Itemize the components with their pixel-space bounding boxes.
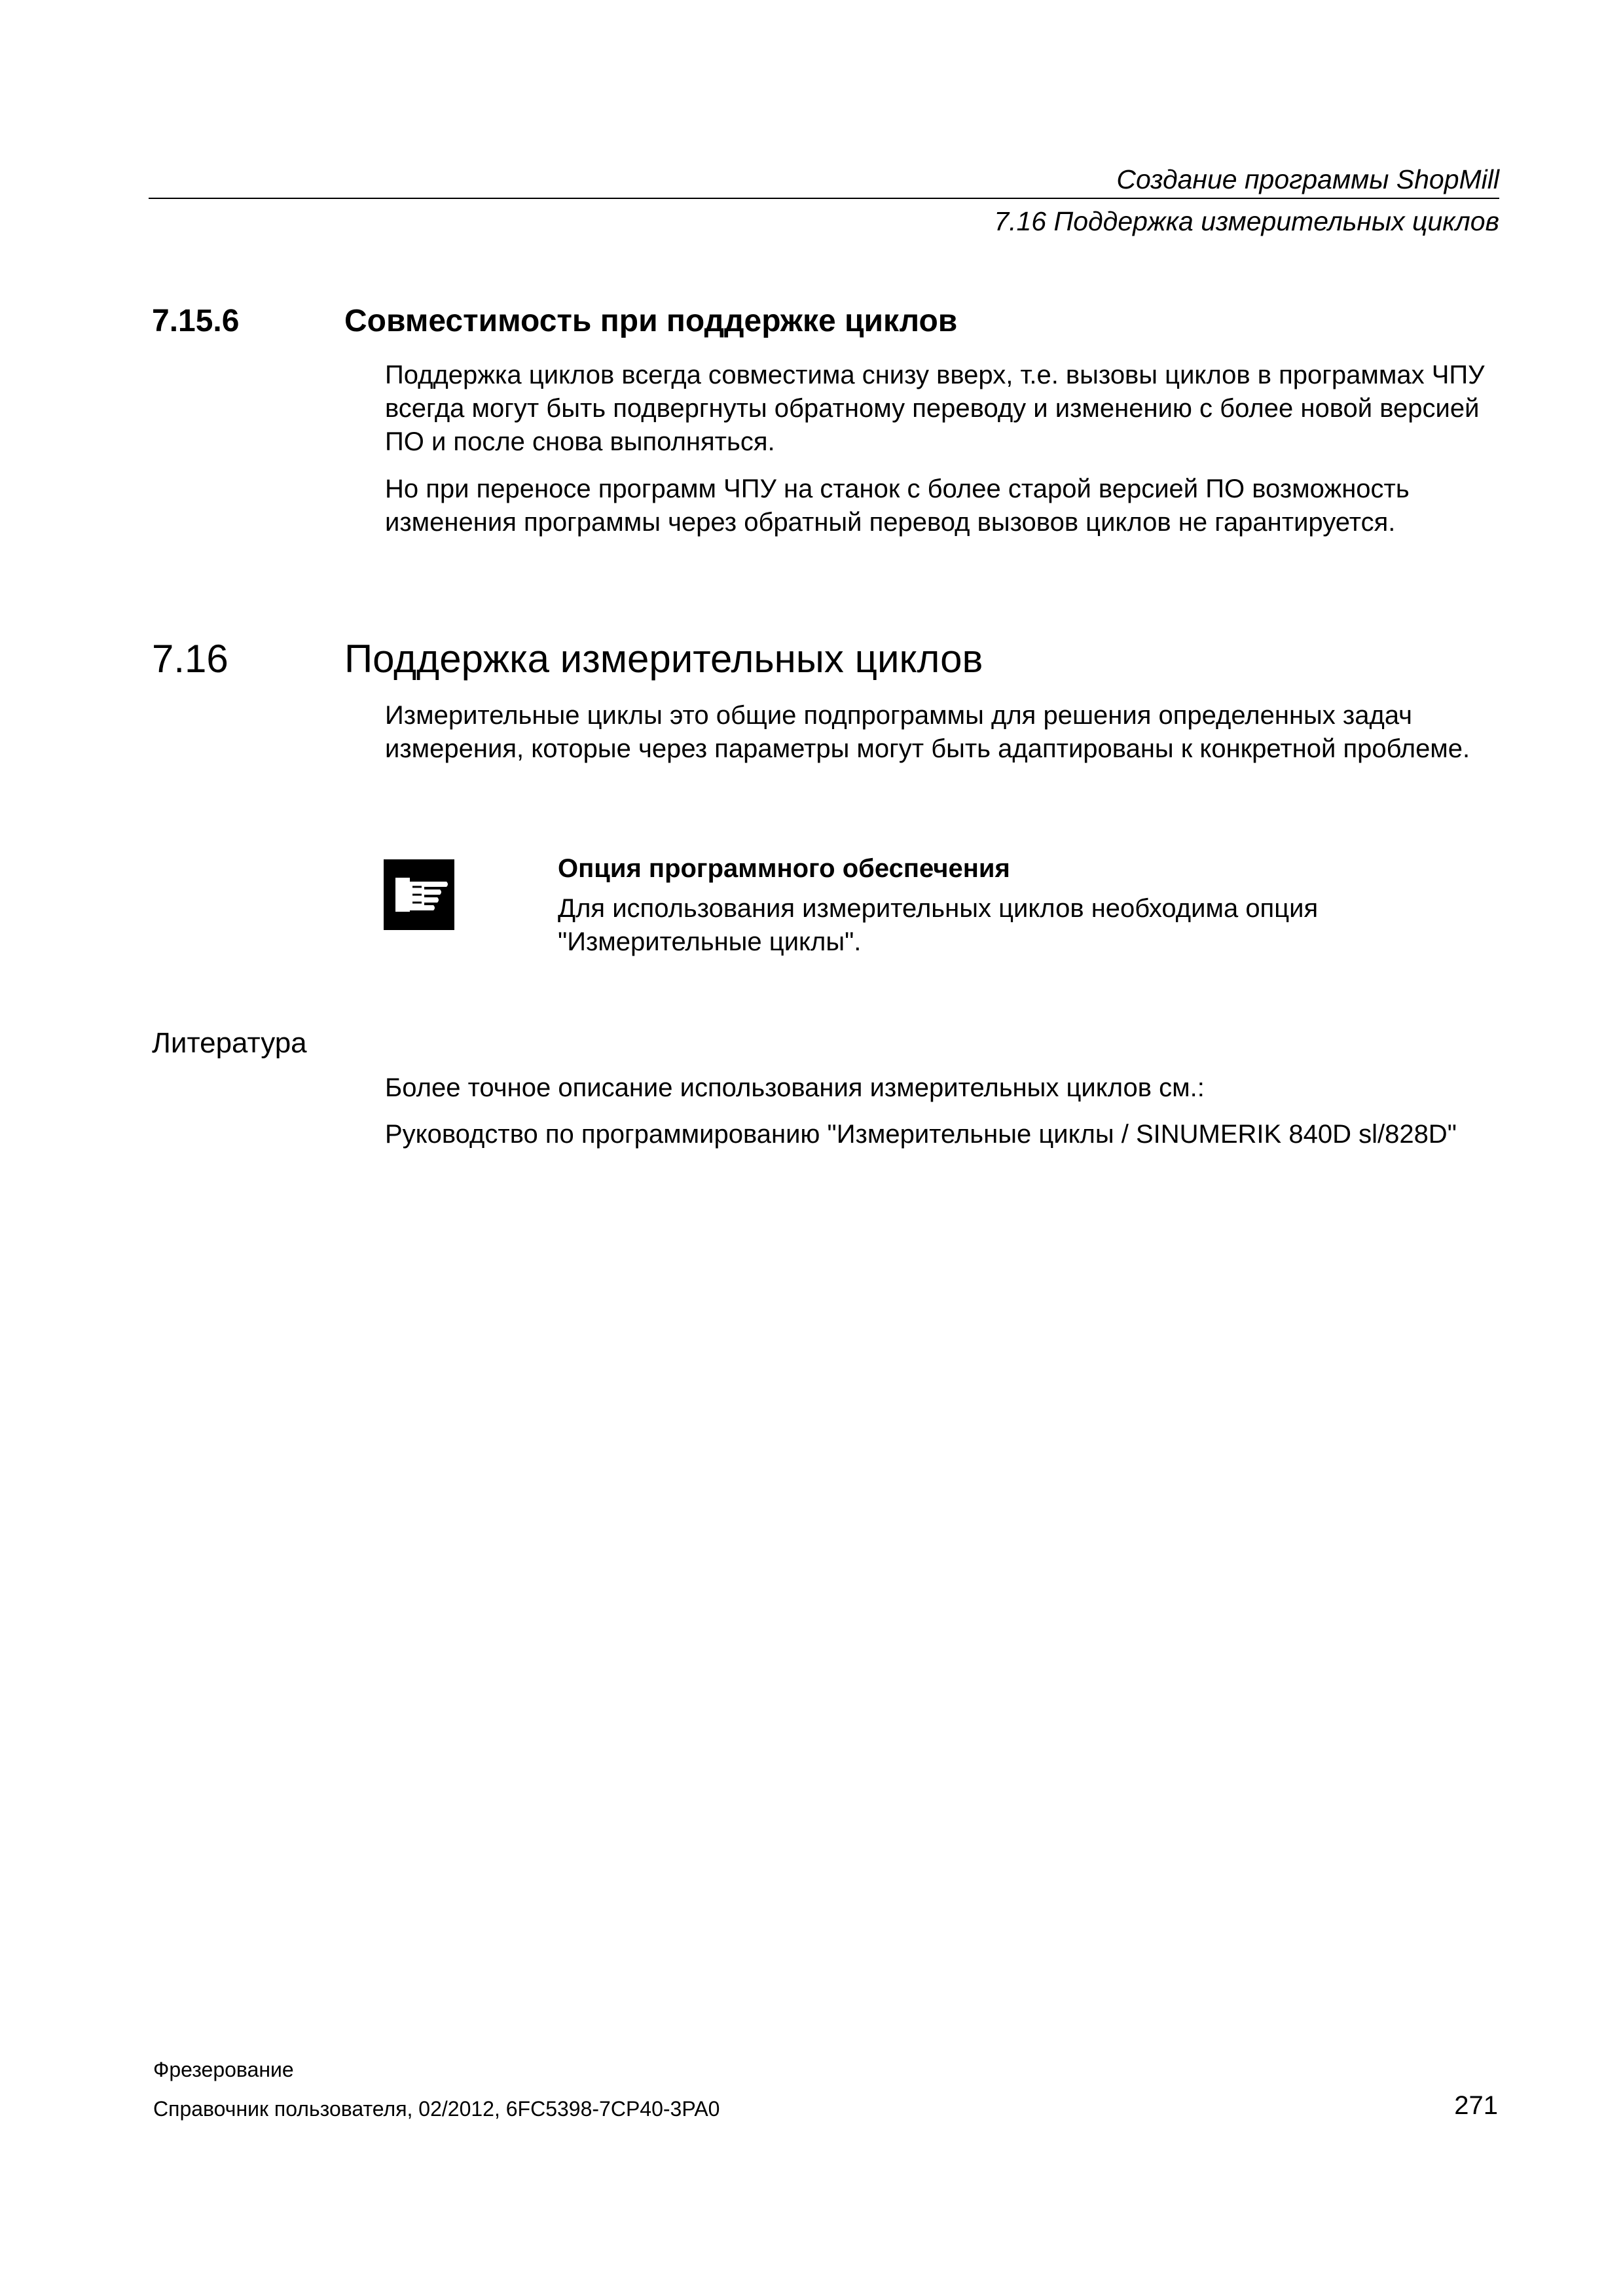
note-title: Опция программного обеспечения [558, 854, 1010, 883]
section-716-paragraph: Измерительные циклы это общие подпрограммы для решения определенных задач измерения, которые через параметры могут быть адаптированы к конкретной проблеме. [385, 701, 1470, 763]
literature-paragraph-2: Руководство по программированию "Измерительные циклы / SINUMERIK 840D sl/828D" [385, 1120, 1457, 1149]
running-header-section: 7.16 Поддержка измерительных циклов [994, 206, 1499, 236]
note-text: Для использования измерительных циклов необходима опция "Измерительные циклы". [558, 894, 1319, 956]
running-header-chapter: Создание программы ShopMill [1116, 164, 1499, 194]
section-716-title: Поддержка измерительных циклов [344, 637, 983, 681]
section-7156-paragraph-1: Поддержка циклов всегда совместима снизу вверх, т.е. вызовы циклов в программах ЧПУ всегда могут быть подвергнуты обратному переводу и изменению с более новой версией ПО и после снова выполняться. [385, 361, 1485, 456]
section-716-number: 7.16 [152, 637, 228, 681]
section-7156-title: Совместимость при поддержке циклов [344, 304, 958, 338]
footer-product: Фрезерование [153, 2058, 294, 2081]
literature-heading: Литература [152, 1027, 307, 1059]
pointing-hand-icon [384, 859, 454, 930]
page-number: 271 [1454, 2091, 1498, 2120]
footer-document-info: Справочник пользователя, 02/2012, 6FC5398-7CP40-3PA0 [153, 2097, 720, 2121]
section-7156-paragraph-2: Но при переносе программ ЧПУ на станок с более старой версией ПО возможность изменения программы через обратный перевод вызовов циклов не гарантируется. [385, 475, 1410, 537]
literature-paragraph-1: Более точное описание использования измерительных циклов см.: [385, 1073, 1205, 1102]
section-7156-number: 7.15.6 [152, 304, 240, 338]
header-rule [149, 198, 1499, 199]
